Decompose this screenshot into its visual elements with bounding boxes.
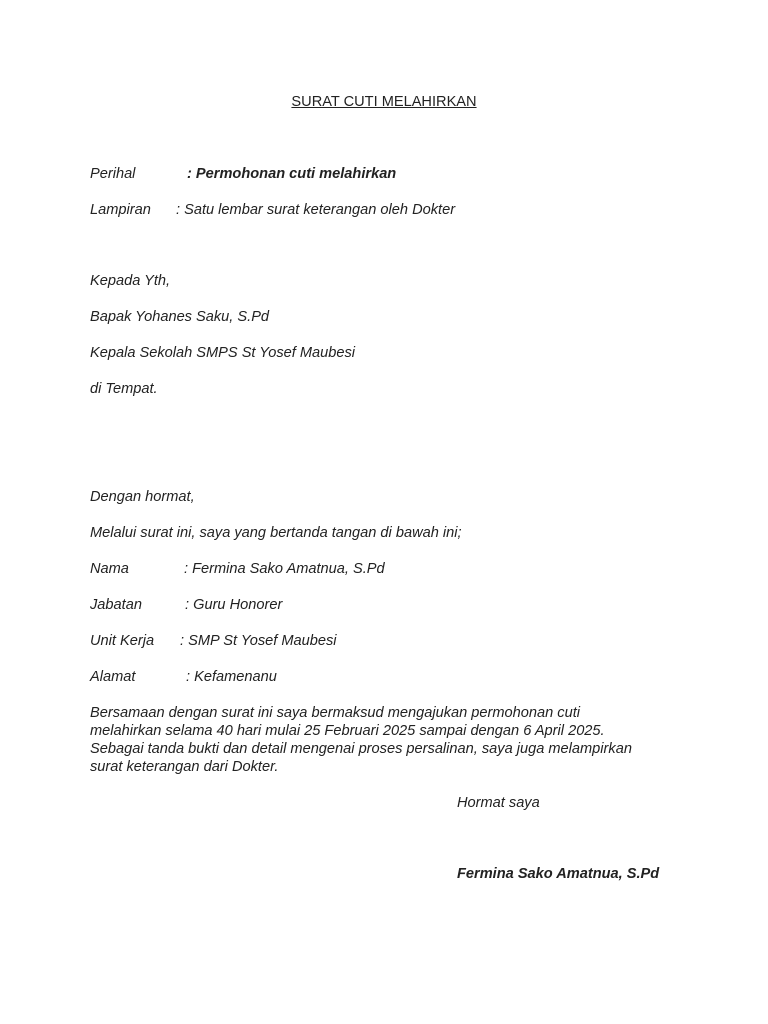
recipient-line-1: Kepada Yth,	[90, 273, 171, 289]
field-label-nama: Nama	[90, 561, 129, 577]
field-value-alamat: : Kefamenanu	[186, 669, 277, 685]
field-label-jabatan: Jabatan	[90, 597, 142, 613]
letter-title: SURAT CUTI MELAHIRKAN	[291, 94, 477, 110]
field-label-unit-kerja: Unit Kerja	[90, 633, 155, 649]
perihal-row	[90, 165, 135, 183]
recipient-line-4: di Tempat.	[90, 381, 158, 397]
intro-text: Melalui surat ini, saya yang bertanda tangan di bawah ini;	[90, 525, 462, 541]
field-label-alamat: Alamat	[90, 669, 136, 685]
body-paragraph	[90, 704, 680, 776]
lampiran-value: : Satu lembar surat keterangan oleh Dokter	[176, 202, 456, 218]
recipient-line-3: Kepala Sekolah SMPS St Yosef Maubesi	[90, 345, 356, 361]
recipient-line-2: Bapak Yohanes Saku, S.Pd	[90, 309, 270, 325]
paragraph-line: Bersamaan dengan surat ini saya bermaksud mengajukan permohonan cuti	[90, 705, 580, 721]
field-value-jabatan: : Guru Honorer	[185, 597, 283, 613]
paragraph-line: Sebagai tanda bukti dan detail mengenai proses persalinan, saya juga melampirkan	[90, 741, 632, 757]
signer-name: Fermina Sako Amatnua, S.Pd	[457, 866, 660, 882]
greeting: Dengan hormat,	[90, 489, 195, 505]
perihal-value: : Permohonan cuti melahirkan	[187, 166, 397, 182]
field-value-unit-kerja: : SMP St Yosef Maubesi	[180, 633, 337, 649]
paragraph-line: surat keterangan dari Dokter.	[90, 759, 279, 775]
lampiran-label: Lampiran	[90, 202, 151, 218]
paragraph-line: melahirkan selama 40 hari mulai 25 Februari 2025 sampai dengan 6 April 2025.	[90, 723, 605, 739]
closing-salutation: Hormat saya	[457, 795, 540, 811]
field-value-nama: : Fermina Sako Amatnua, S.Pd	[184, 561, 385, 577]
perihal-label: Perihal	[90, 166, 136, 182]
